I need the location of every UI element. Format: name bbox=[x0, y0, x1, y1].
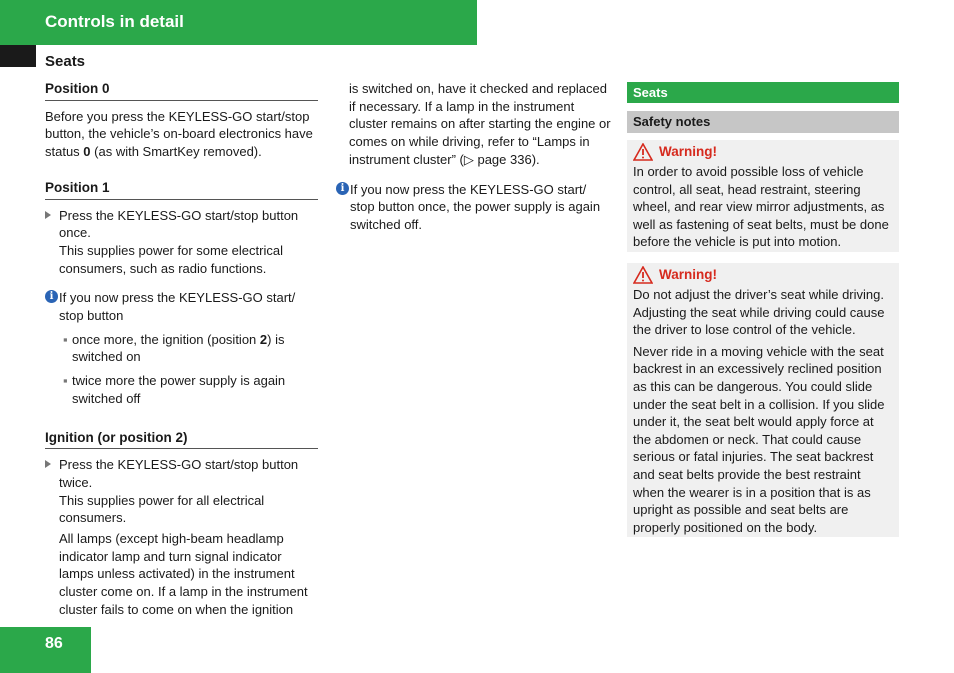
step-arrow-icon bbox=[45, 460, 51, 468]
chapter-header-bar bbox=[0, 0, 477, 45]
page-number: 86 bbox=[45, 635, 63, 652]
page-number-box bbox=[0, 627, 91, 673]
list-item: ▪ twice more the power supply is again switched off bbox=[63, 373, 286, 406]
step-position-1: Press the KEYLESS-GO start/stop button once. This supplies power for some electrical consumers, such as radio functions. bbox=[45, 207, 318, 278]
position-0-text: Before you press the KEYLESS-GO start/stop button, the vehicle’s on-board electronics have status 0 (as with SmartKey removed). bbox=[45, 108, 313, 160]
warning-triangle-icon bbox=[633, 143, 653, 161]
warning-title: Warning! bbox=[633, 266, 893, 284]
info-icon: i bbox=[45, 290, 58, 303]
column-2 bbox=[336, 80, 611, 234]
section-title: Seats bbox=[45, 53, 86, 70]
warning-box-1: Warning! In order to avoid possible loss of vehicle control, all seat, head restraint, steering wheel, and rear view mirror adjustments, as well as fastening of seat belts, must be done before the vehicle is put into motion. bbox=[627, 140, 899, 252]
info-note-position-1: i If you now press the KEYLESS-GO start/ stop button bbox=[45, 289, 318, 324]
section-marker bbox=[0, 45, 36, 67]
continued-text: is switched on, have it checked and replaced if necessary. If a lamp in the instrument cluster remains on after starting the engine or comes on while driving, refer to “Lamps in instrument cluster” (▷ page 336). bbox=[349, 81, 611, 167]
step-arrow-icon bbox=[45, 211, 51, 219]
seats-heading-bar: Seats bbox=[627, 82, 899, 103]
column-3 bbox=[627, 82, 899, 537]
subheading-ignition: Ignition (or position 2) bbox=[45, 429, 318, 450]
bullet-icon: ▪ bbox=[63, 331, 68, 347]
column-1 bbox=[45, 80, 318, 619]
bullet-icon: ▪ bbox=[63, 373, 68, 389]
info-icon: i bbox=[336, 182, 349, 195]
list-item: ▪ once more, the ignition (position 2) is switched on bbox=[63, 331, 285, 365]
subheading-position-1: Position 1 bbox=[45, 179, 318, 200]
warning-title: Warning! bbox=[633, 143, 893, 161]
chapter-title: Controls in detail bbox=[45, 12, 184, 31]
safety-notes-heading: Safety notes bbox=[627, 111, 899, 133]
warning-box-2: Warning! Do not adjust the driver’s seat while driving. Adjusting the seat while driving could cause the driver to lose control of the vehicle. Never ride in a moving vehicle with the seat backrest in an excessively reclined position as this can be dangerous. You could slide under the seat belt in a collision. If you slide under it, the seat belt would apply force at the abdomen or neck. That could cause serious or fatal injuries. The seat backrest and seat belts provide the best restraint when the wearer is in a position that is as upright as possible and seat belts are properly positioned on the body. bbox=[627, 263, 899, 537]
warning-triangle-icon bbox=[633, 266, 653, 284]
info-note-power-off: i If you now press the KEYLESS-GO start/ stop button once, the power supply is again switched off. bbox=[336, 181, 611, 234]
step-ignition: Press the KEYLESS-GO start/stop button twice. This supplies power for all electrical consumers. All lamps (except high-beam headlamp indicator lamp and turn signal indicator lamps unless activated) in the instrument cluster come on. If a lamp in the instrument cluster fails to come on when the ignition bbox=[45, 456, 318, 618]
subheading-position-0: Position 0 bbox=[45, 80, 318, 101]
